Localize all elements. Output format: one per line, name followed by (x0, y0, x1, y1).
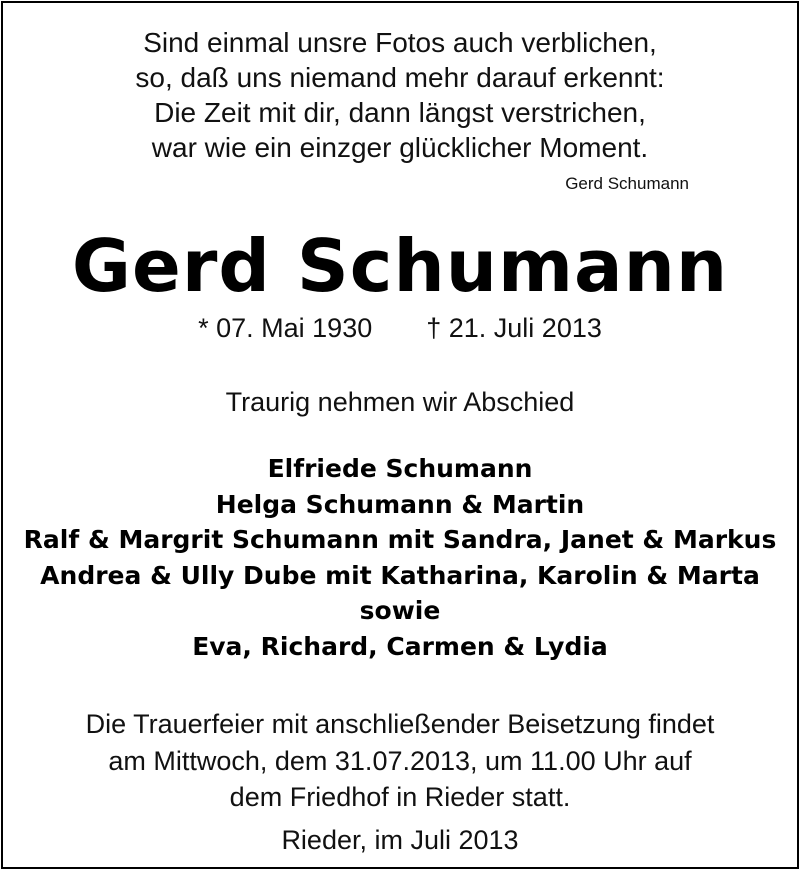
mourner-line: Andrea & Ully Dube mit Katharina, Karolin & Marta (40, 560, 760, 590)
poem-line: so, daß uns niemand mehr darauf erkennt: (135, 62, 665, 93)
mourner-line: Ralf & Margrit Schumann mit Sandra, Janet & Markus (23, 525, 777, 554)
deceased-name: Gerd Schumann (71, 224, 729, 308)
mourner-line: Helga Schumann & Martin (215, 489, 585, 519)
mourner-line: Eva, Richard, Carmen & Lydia (192, 631, 608, 661)
place-and-date: Rieder, im Juli 2013 (281, 825, 519, 855)
poem-line: Sind einmal unsre Fotos auch verblichen, (143, 27, 657, 58)
mourner-line: Elfriede Schumann (267, 454, 533, 483)
farewell-intro: Traurig nehmen wir Abschied (225, 387, 575, 417)
ceremony-info (3, 706, 797, 816)
poem (3, 25, 797, 165)
ceremony-line: dem Friedhof in Rieder statt. (229, 782, 571, 812)
life-dates (3, 313, 797, 344)
poem-line: war wie ein einzger glücklicher Moment. (151, 132, 649, 163)
poem-line: Die Zeit mit dir, dann längst verstrichen, (154, 97, 646, 128)
death-date: † 21. Juli 2013 (426, 313, 602, 343)
birth-date: * 07. Mai 1930 (198, 313, 373, 343)
mourner-line: sowie (359, 596, 441, 625)
obituary-notice (1, 1, 799, 869)
ceremony-line: am Mittwoch, dem 31.07.2013, um 11.00 Uhr auf (108, 745, 692, 776)
poem-author: Gerd Schumann (565, 174, 689, 193)
ceremony-line: Die Trauerfeier mit anschließender Beisetzung findet (85, 709, 715, 739)
mourners-list (3, 451, 797, 664)
